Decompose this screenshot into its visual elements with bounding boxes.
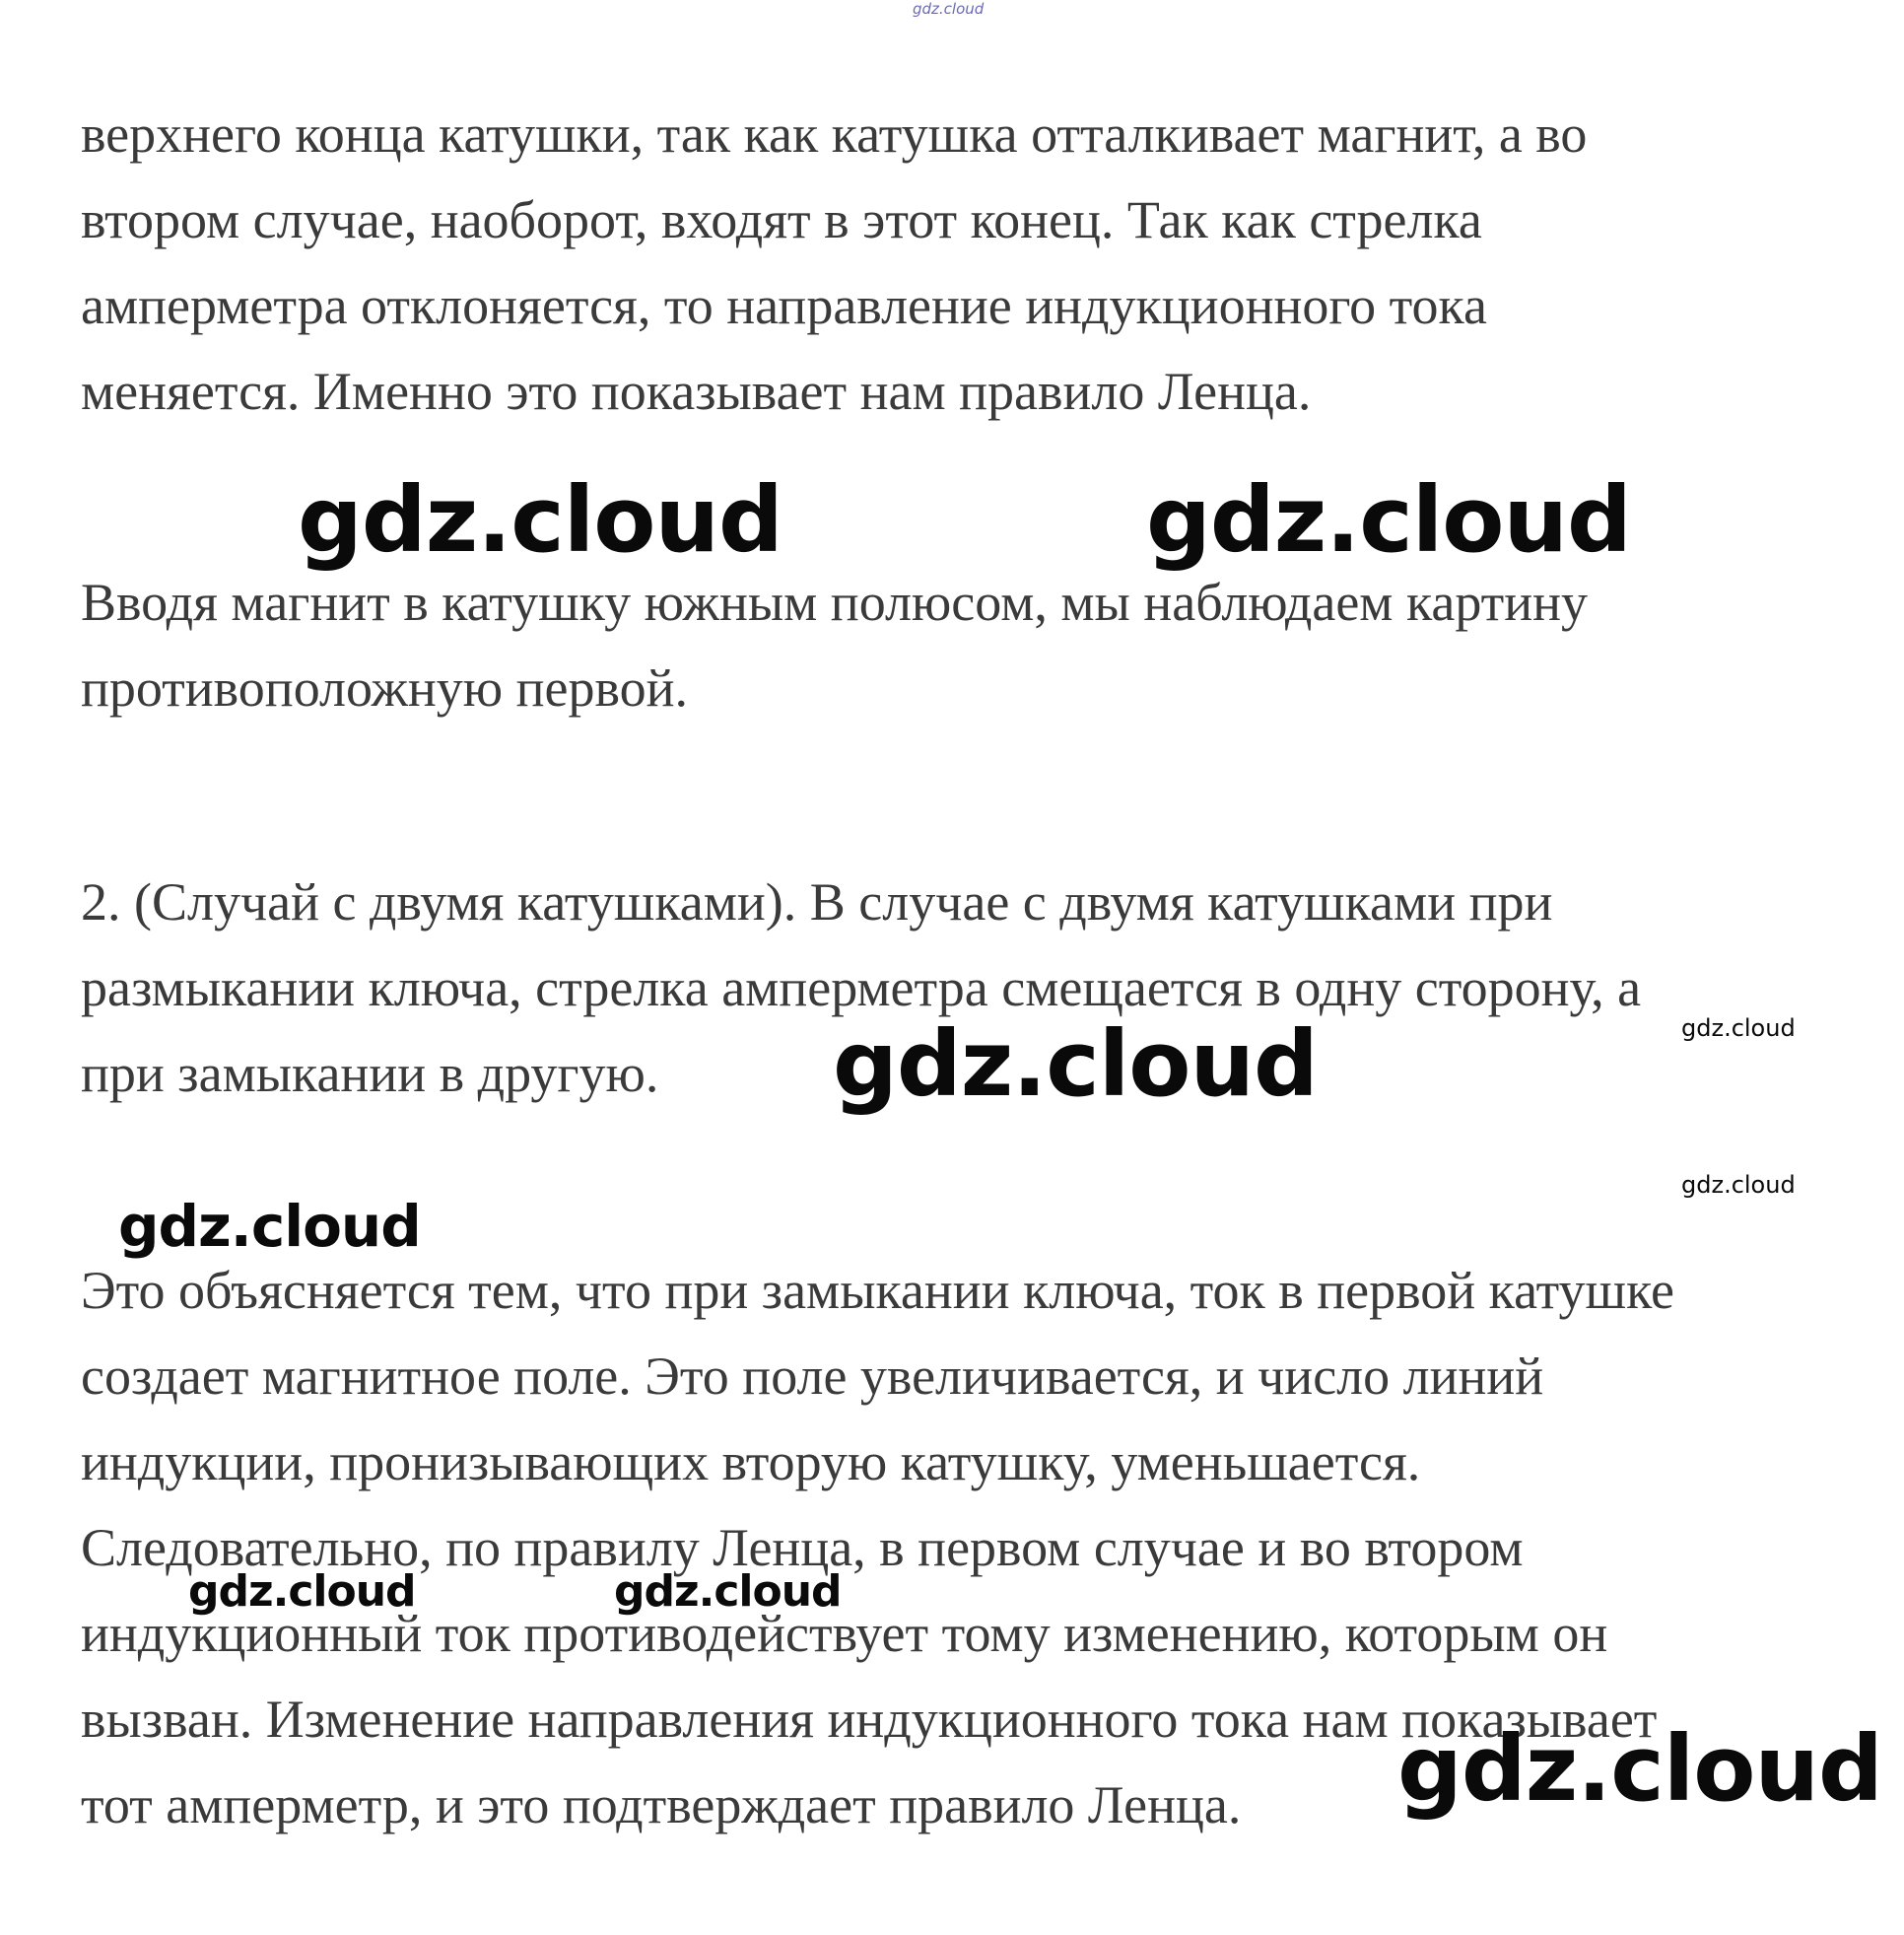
paragraph-line: при замыкании в другую. <box>81 1044 659 1103</box>
paragraph-line: создает магнитное поле. Это поле увеличивается, и число линий <box>81 1347 1544 1406</box>
watermark-large-bottom-right: gdz.cloud <box>1397 1716 1882 1822</box>
paragraph-line: тот амперметр, и это подтверждает правило Ленца. <box>81 1775 1242 1834</box>
watermark-top: gdz.cloud <box>913 0 985 18</box>
paragraph-line: Следовательно, по правилу Ленца, в первом случае и во втором <box>81 1518 1524 1577</box>
paragraph-line: 2. (Случай с двумя катушками). В случае с двумя катушками при <box>81 872 1553 932</box>
watermark-small-right-2: gdz.cloud <box>1681 1171 1796 1199</box>
watermark-small-right-1: gdz.cloud <box>1681 1014 1796 1042</box>
watermark-large-right: gdz.cloud <box>1146 467 1631 573</box>
paragraph-line: верхнего конца катушки, так как катушка отталкивает магнит, а во <box>81 104 1588 164</box>
watermark-medium-left: gdz.cloud <box>118 1193 421 1260</box>
paragraph-line: вызван. Изменение направления индукционного тока нам показывает <box>81 1690 1658 1749</box>
paragraph-line: Это объясняется тем, что при замыкании ключа, ток в первой катушке <box>81 1261 1674 1320</box>
watermark-small-left: gdz.cloud <box>188 1566 416 1617</box>
watermark-large-center: gdz.cloud <box>833 1011 1318 1117</box>
paragraph-line: амперметра отклоняется, то направление индукционного тока <box>81 276 1487 335</box>
paragraph-line: размыкании ключа, стрелка амперметра смещается в одну сторону, а <box>81 958 1642 1017</box>
watermark-small-center: gdz.cloud <box>614 1566 842 1617</box>
paragraph-line: меняется. Именно это показывает нам правило Ленца. <box>81 362 1312 421</box>
paragraph-line: втором случае, наоборот, входят в этот конец. Так как стрелка <box>81 190 1482 249</box>
paragraph-line: индукционный ток противодействует тому изменению, которым он <box>81 1604 1608 1663</box>
paragraph-line: индукции, пронизывающих вторую катушку, уменьшается. <box>81 1432 1421 1491</box>
paragraph-line: Вводя магнит в катушку южным полюсом, мы наблюдаем картину <box>81 573 1589 632</box>
watermark-large-left: gdz.cloud <box>298 467 782 573</box>
paragraph-line: противоположную первой. <box>81 658 689 718</box>
